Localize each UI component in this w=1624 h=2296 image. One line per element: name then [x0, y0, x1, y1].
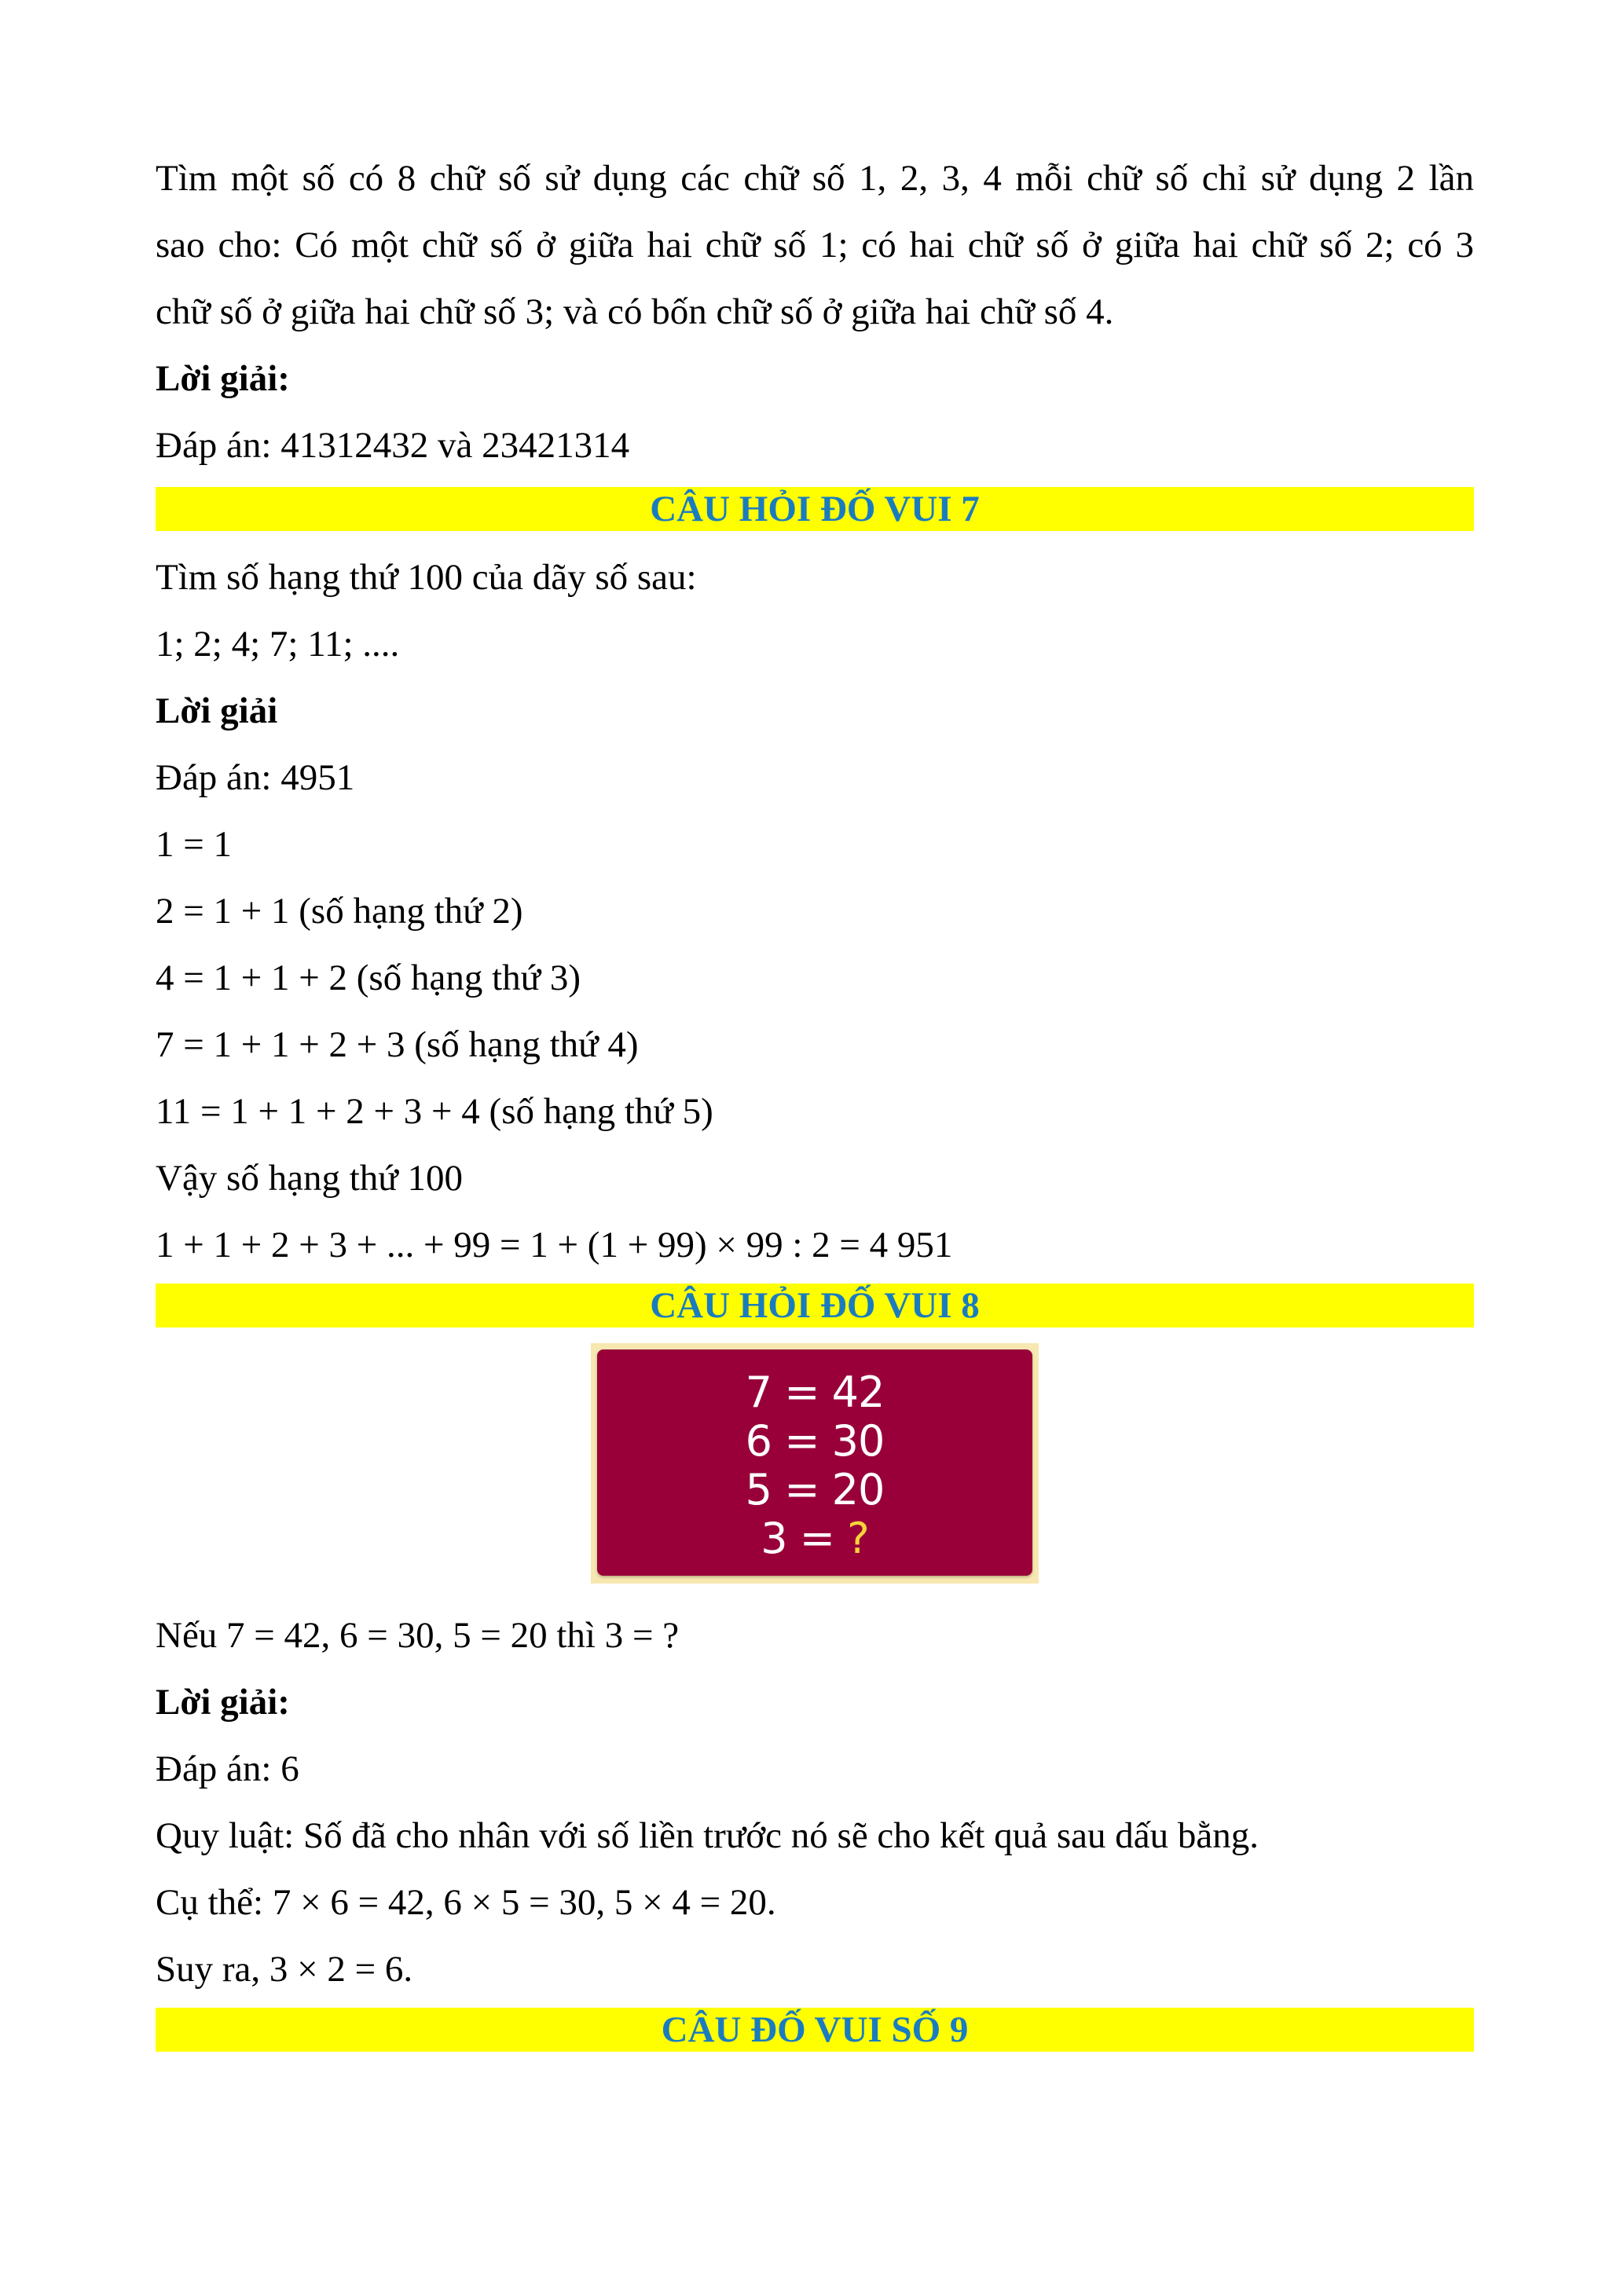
q7-solution-label: Lời giải [156, 690, 278, 731]
q7-answer: Đáp án: 4951 [156, 757, 355, 798]
puzzle-equation: 7 = 42 [745, 1368, 885, 1417]
q8-rule: Quy luật: Số đã cho nhân với số liền trước nó sẽ cho kết quả sau dấu bằng. [156, 1815, 1259, 1856]
q8-question: Nếu 7 = 42, 6 = 30, 5 = 20 thì 3 = ? [156, 1615, 680, 1656]
puzzle-image [591, 1343, 1039, 1584]
q7-step: 11 = 1 + 1 + 2 + 3 + 4 (số hạng thứ 5) [156, 1091, 713, 1132]
q7-sequence: 1; 2; 4; 7; 11; .... [156, 624, 400, 665]
intro-text-line-1: Tìm một số có 8 chữ số sử dụng các chữ số 1, 2, 3, 4 mỗi chữ số chỉ sử dụng 2 lần [156, 158, 1474, 199]
heading-question-7: CÂU HỎI ĐỐ VUI 7 [156, 487, 1474, 531]
question-mark: ? [847, 1514, 869, 1563]
heading-question-8: CÂU HỎI ĐỐ VUI 8 [156, 1283, 1474, 1327]
q7-step: 4 = 1 + 1 + 2 (số hạng thứ 3) [156, 958, 581, 998]
puzzle-equation-unknown [597, 1514, 1032, 1563]
intro-text-line-3: chữ số ở giữa hai chữ số 3; và có bốn chữ số ở giữa hai chữ số 4. [156, 291, 1114, 332]
q8-conclusion: Suy ra, 3 × 2 = 6. [156, 1949, 413, 1990]
puzzle-equation: 5 = 20 [745, 1465, 885, 1514]
q8-solution-label: Lời giải: [156, 1682, 290, 1723]
q7-step: Vậy số hạng thứ 100 [156, 1158, 463, 1199]
intro-text-line-2: sao cho: Có một chữ số ở giữa hai chữ số 1; có hai chữ số ở giữa hai chữ số 2; có 3 [156, 225, 1474, 265]
q7-step: 2 = 1 + 1 (số hạng thứ 2) [156, 891, 523, 932]
intro-solution-label: Lời giải: [156, 358, 290, 399]
puzzle-equation-prefix: 3 = [761, 1514, 848, 1563]
puzzle-board [597, 1349, 1032, 1576]
heading-question-9: CÂU ĐỐ VUI SỐ 9 [156, 2008, 1474, 2052]
q8-detail: Cụ thể: 7 × 6 = 42, 6 × 5 = 30, 5 × 4 = 20. [156, 1882, 776, 1923]
intro-answer: Đáp án: 41312432 và 23421314 [156, 425, 630, 466]
q7-step: 1 = 1 [156, 824, 233, 865]
puzzle-equation: 6 = 30 [745, 1416, 885, 1466]
q7-question: Tìm số hạng thứ 100 của dãy số sau: [156, 557, 697, 598]
q7-step: 7 = 1 + 1 + 2 + 3 (số hạng thứ 4) [156, 1024, 639, 1065]
q7-step: 1 + 1 + 2 + 3 + ... + 99 = 1 + (1 + 99) × 99 : 2 = 4 951 [156, 1225, 953, 1265]
q8-answer: Đáp án: 6 [156, 1749, 299, 1789]
